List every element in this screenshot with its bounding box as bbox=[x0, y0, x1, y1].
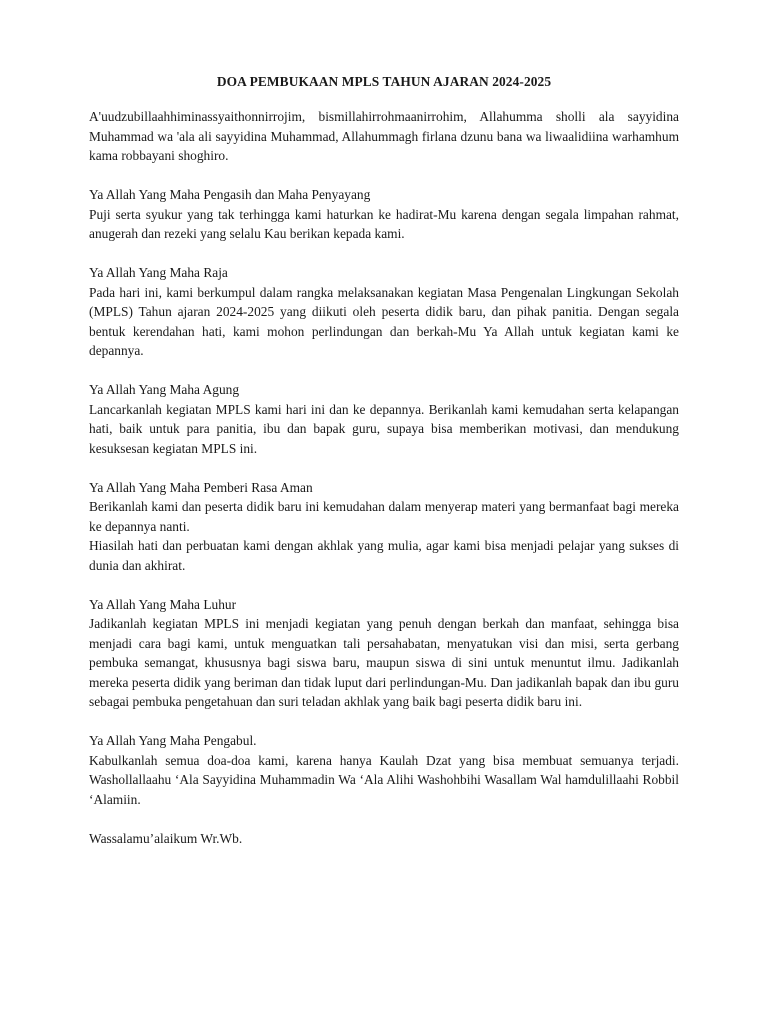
section-pemberi-rasa-aman bbox=[89, 478, 679, 576]
section-pengabul bbox=[89, 731, 679, 809]
spacer bbox=[89, 458, 679, 478]
opening-paragraph: A'uudzubillaahhiminassyaithonnirrojim, bismillahirrohmaanirrohim, Allahumma sholli ala sayyidina Muhammad wa 'ala ali sayyidina Muhammad, Allahummagh firlana dzunu bana wa liwaalidiina warhamhum kama robbayani shoghiro. bbox=[89, 109, 679, 163]
spacer bbox=[89, 712, 679, 732]
section-paragraph: Lancarkanlah kegiatan MPLS kami hari ini dan ke depannya. Berikanlah kami kemudahan serta kelapangan hati, baik untuk para panitia, ibu dan bapak guru, supaya bisa memberikan motivasi, dan mendukung kesuksesan kegiatan MPLS ini. bbox=[89, 401, 679, 456]
section-paragraph: Puji serta syukur yang tak terhingga kami haturkan ke hadirat-Mu karena dengan segala limpahan rahmat, anugerah dan rezeki yang selalu Kau berikan kepada kami. bbox=[89, 206, 679, 241]
spacer bbox=[89, 244, 679, 264]
document-title: DOA PEMBUKAAN MPLS TAHUN AJARAN 2024-2025 bbox=[216, 74, 552, 89]
section-paragraph: Hiasilah hati dan perbuatan kami dengan akhlak yang mulia, agar kami bisa menjadi pelajar yang sukses di dunia dan akhirat. bbox=[89, 538, 679, 573]
section-pengasih bbox=[89, 185, 679, 244]
section-raja bbox=[89, 263, 679, 361]
spacer bbox=[89, 809, 679, 829]
section-heading: Ya Allah Yang Maha Pengasih dan Maha Penyayang bbox=[89, 187, 371, 202]
section-heading: Ya Allah Yang Maha Pemberi Rasa Aman bbox=[89, 479, 313, 495]
closing-salutation: Wassalamu’alaikum Wr.Wb. bbox=[89, 830, 243, 846]
spacer bbox=[89, 575, 679, 595]
spacer bbox=[89, 166, 679, 186]
section-paragraph: Berikanlah kami dan peserta didik baru ini kemudahan dalam menyerap materi yang bermanfaat bagi mereka ke depannya nanti. bbox=[89, 499, 679, 534]
section-heading: Ya Allah Yang Maha Agung bbox=[89, 382, 240, 397]
section-paragraph: Kabulkanlah semua doa-doa kami, karena hanya Kaulah Dzat yang bisa membuat semuanya terjadi. Washollallaahu ‘Ala Sayyidina Muhammadin Wa ‘Ala Alihi Washohbihi Wasallam Wal hamdulillaahi Robbil ‘Alamiin. bbox=[89, 752, 679, 807]
spacer bbox=[89, 361, 679, 381]
document-page bbox=[89, 72, 679, 848]
section-paragraph: Jadikanlah kegiatan MPLS ini menjadi kegiatan yang penuh dengan berkah dan manfaat, sehingga bisa menjadi cara bagi kami, untuk menguatkan tali persahabatan, menyatukan visi dan misi, serta gerbang pembuka semangat, khususnya bagi siswa baru, maupun siswa di sini untuk menuntut ilmu. Jadikanlah mereka peserta didik yang beriman dan tidak luput dari perlindungan-Mu. Dan jadikanlah bapak dan ibu guru sebagai pembuka pengetahuan dan suri teladan akhlak yang baik bagi peserta didik baru ini. bbox=[89, 616, 679, 709]
section-heading: Ya Allah Yang Maha Raja bbox=[89, 265, 228, 280]
section-heading: Ya Allah Yang Maha Luhur bbox=[89, 596, 237, 612]
section-paragraph: Pada hari ini, kami berkumpul dalam rangka melaksanakan kegiatan Masa Pengenalan Lingkungan Sekolah (MPLS) Tahun ajaran 2024-2025 yang diikuti oleh peserta didik baru, dan pihak panitia. Dengan segala bentuk kerendahan hati, kami mohon perlindungan dan berkah-Mu Ya Allah untuk kegiatan kami ke depannya. bbox=[89, 284, 679, 358]
section-agung bbox=[89, 380, 679, 458]
section-heading: Ya Allah Yang Maha Pengabul. bbox=[89, 733, 257, 748]
section-luhur bbox=[89, 595, 679, 712]
